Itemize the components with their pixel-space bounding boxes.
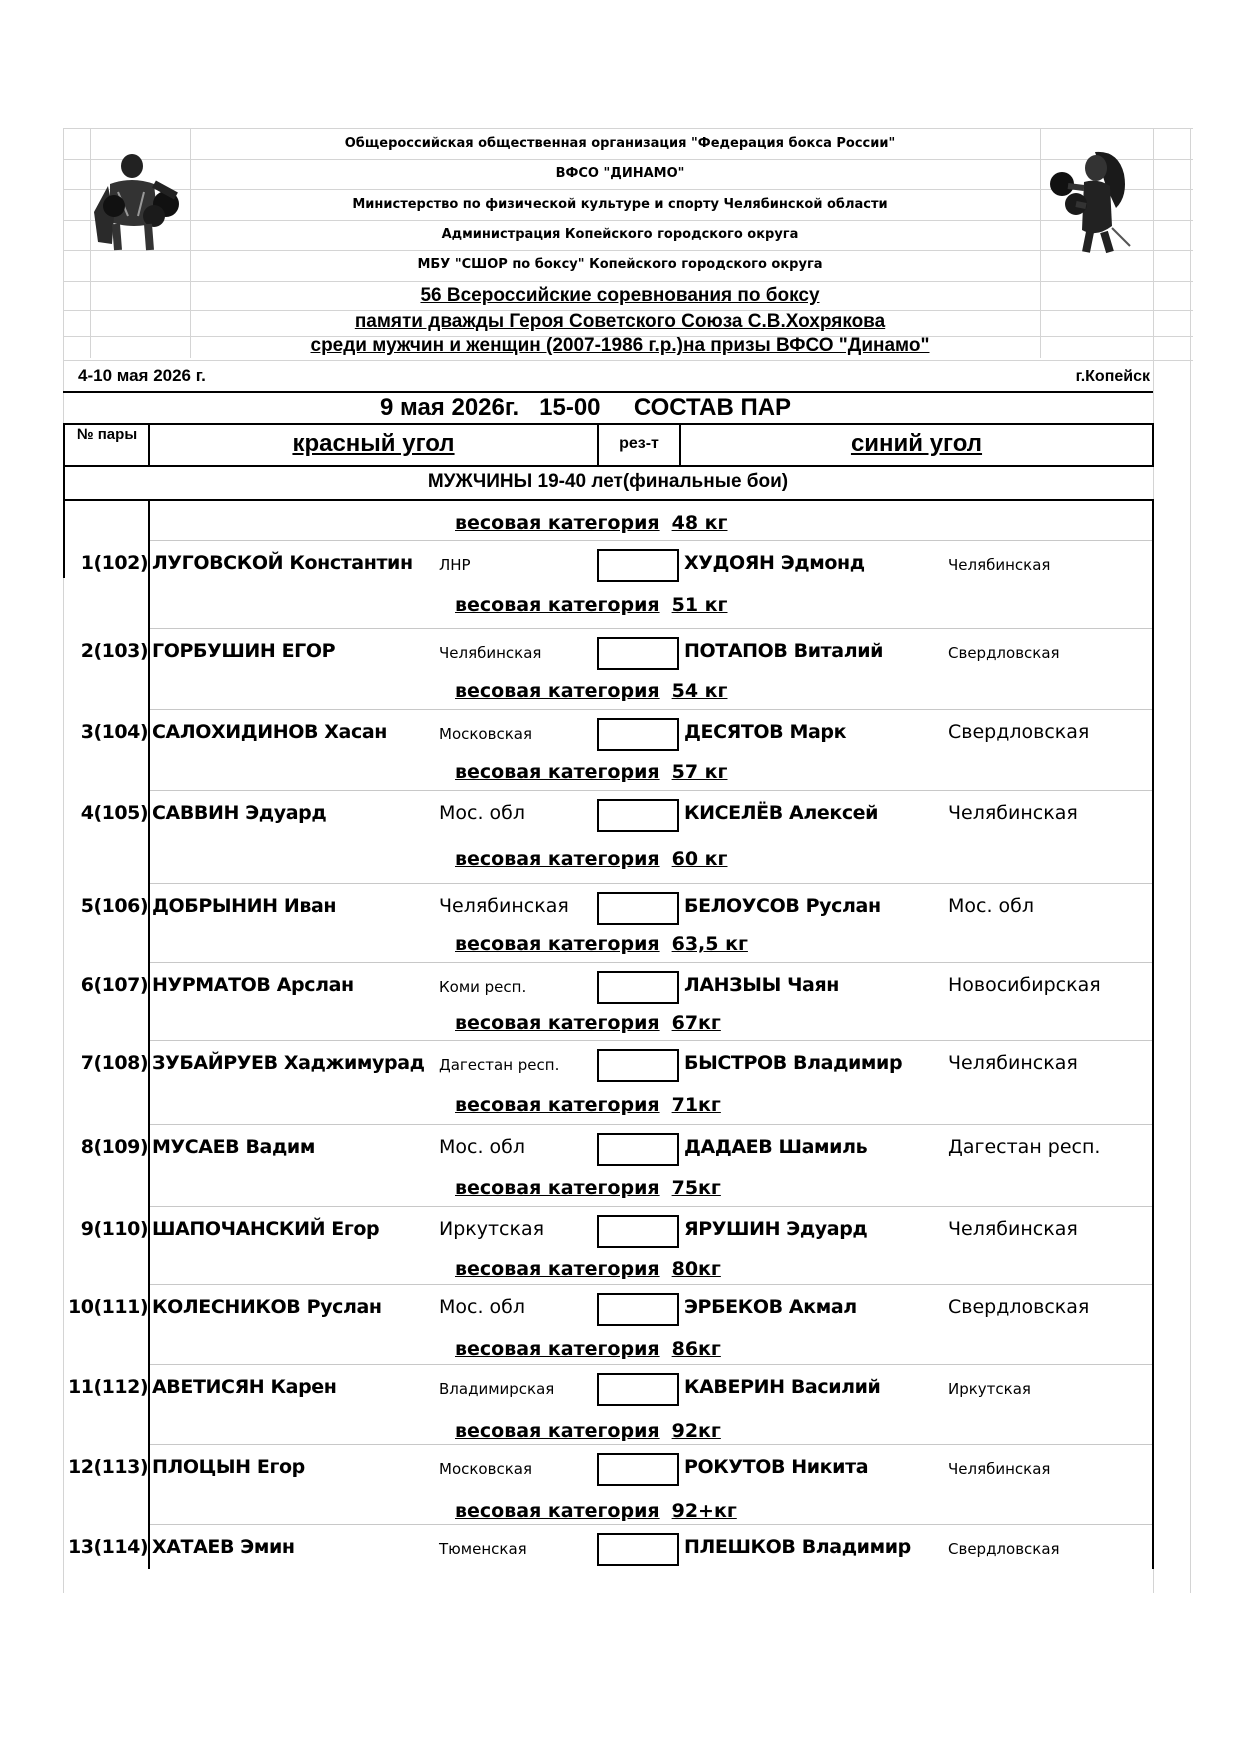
blue-corner-name: ПОТАПОВ Виталий bbox=[684, 640, 884, 662]
pair-number: 11(112) bbox=[68, 1376, 148, 1398]
blue-corner-name: ДЕСЯТОВ Марк bbox=[684, 721, 847, 743]
column-header-number: № пары bbox=[76, 426, 138, 443]
weight-category-value: 92+кг bbox=[671, 1500, 737, 1522]
red-corner-region: Мос. обл bbox=[439, 802, 526, 824]
red-corner-region: Московская bbox=[439, 1460, 532, 1478]
weight-category bbox=[455, 1338, 721, 1360]
weight-category-value: 48 кг bbox=[671, 512, 728, 534]
red-corner-name: ШАПОЧАНСКИЙ Егор bbox=[152, 1218, 380, 1240]
pair-number: 4(105) bbox=[80, 802, 148, 824]
column-header-red-corner: красный угол bbox=[292, 430, 455, 457]
blue-corner-region: Свердловская bbox=[948, 1296, 1090, 1318]
red-corner-region: ЛНР bbox=[439, 556, 471, 574]
weight-category bbox=[455, 1012, 721, 1034]
red-corner-region: Мос. обл bbox=[439, 1136, 526, 1158]
weight-category bbox=[455, 848, 727, 870]
red-corner-name: САВВИН Эдуард bbox=[152, 802, 327, 824]
column-header-blue-corner: синий угол bbox=[850, 430, 983, 457]
weight-category-label: весовая категория bbox=[455, 1338, 660, 1360]
red-corner-name: ЗУБАЙРУЕВ Хаджимурад bbox=[152, 1052, 425, 1074]
weight-category bbox=[455, 761, 727, 783]
org-header-1: Общероссийская общественная организация "Федерация бокса России" bbox=[344, 136, 896, 151]
column-header-result: рез-т bbox=[619, 435, 659, 452]
weight-category-label: весовая категория bbox=[455, 1420, 660, 1442]
org-header-4: Администрация Копейского городского округа bbox=[441, 227, 799, 242]
weight-category-label: весовая категория bbox=[455, 1177, 660, 1199]
result-input[interactable] bbox=[597, 1533, 679, 1566]
pair-number: 7(108) bbox=[80, 1052, 148, 1074]
weight-category bbox=[455, 680, 727, 702]
org-header-3: Министерство по физической культуре и спорту Челябинской области bbox=[352, 197, 888, 212]
weight-category-label: весовая категория bbox=[455, 933, 660, 955]
red-corner-region: Тюменская bbox=[439, 1540, 527, 1558]
header-divider bbox=[63, 391, 1153, 393]
blue-corner-name: КАВЕРИН Василий bbox=[684, 1376, 881, 1398]
red-corner-region: Московская bbox=[439, 725, 532, 743]
weight-category-value: 80кг bbox=[671, 1258, 721, 1280]
result-input[interactable] bbox=[597, 1373, 679, 1406]
weight-category-label: весовая категория bbox=[455, 1258, 660, 1280]
red-corner-name: АВЕТИСЯН Карен bbox=[152, 1376, 337, 1398]
blue-corner-region: Челябинская bbox=[948, 802, 1078, 824]
pair-number: 12(113) bbox=[68, 1456, 148, 1478]
red-corner-region: Челябинская bbox=[439, 895, 569, 917]
pair-number: 10(111) bbox=[68, 1296, 148, 1318]
result-input[interactable] bbox=[597, 549, 679, 582]
red-corner-name: МУСАЕВ Вадим bbox=[152, 1136, 315, 1158]
row-divider bbox=[150, 1040, 1152, 1041]
weight-category bbox=[455, 512, 727, 534]
pair-number: 1(102) bbox=[80, 552, 148, 574]
row-divider bbox=[150, 790, 1152, 791]
weight-category-value: 71кг bbox=[671, 1094, 721, 1116]
result-input[interactable] bbox=[597, 1453, 679, 1486]
weight-category-value: 63,5 кг bbox=[671, 933, 748, 955]
blue-corner-name: ПЛЕШКОВ Владимир bbox=[684, 1536, 911, 1558]
session-title: 9 мая 2026г. 15-00 СОСТАВ ПАР bbox=[380, 394, 792, 421]
result-input[interactable] bbox=[597, 799, 679, 832]
weight-category-label: весовая категория bbox=[455, 848, 660, 870]
weight-category-value: 86кг bbox=[671, 1338, 721, 1360]
blue-corner-name: ДАДАЕВ Шамиль bbox=[684, 1136, 868, 1158]
result-input[interactable] bbox=[597, 637, 679, 670]
competition-title-1: 56 Всероссийские соревнования по боксу bbox=[420, 285, 820, 306]
blue-corner-name: БЫСТРОВ Владимир bbox=[684, 1052, 903, 1074]
result-input[interactable] bbox=[597, 892, 679, 925]
blue-corner-name: РОКУТОВ Никита bbox=[684, 1456, 869, 1478]
weight-category-label: весовая категория bbox=[455, 1012, 660, 1034]
row-divider bbox=[150, 709, 1152, 710]
blue-corner-name: ЭРБЕКОВ Акмал bbox=[684, 1296, 857, 1318]
weight-category bbox=[455, 1420, 721, 1442]
weight-category bbox=[455, 1094, 721, 1116]
weight-category-label: весовая категория bbox=[455, 1500, 660, 1522]
blue-corner-name: ЛАНЗЫЫ Чаян bbox=[684, 974, 839, 996]
weight-category-label: весовая категория bbox=[455, 1094, 660, 1116]
red-corner-name: КОЛЕСНИКОВ Руслан bbox=[152, 1296, 382, 1318]
weight-category-value: 75кг bbox=[671, 1177, 721, 1199]
result-input[interactable] bbox=[597, 1049, 679, 1082]
weight-category bbox=[455, 1258, 721, 1280]
blue-corner-name: ХУДОЯН Эдмонд bbox=[684, 552, 865, 574]
result-input[interactable] bbox=[597, 971, 679, 1004]
weight-category-label: весовая категория bbox=[455, 512, 660, 534]
weight-category-value: 51 кг bbox=[671, 594, 728, 616]
red-corner-name: САЛОХИДИНОВ Хасан bbox=[152, 721, 387, 743]
pair-number: 6(107) bbox=[80, 974, 148, 996]
row-divider bbox=[150, 1284, 1152, 1285]
red-corner-region: Коми респ. bbox=[439, 978, 527, 996]
result-input[interactable] bbox=[597, 1133, 679, 1166]
row-divider bbox=[150, 1444, 1152, 1445]
blue-corner-region: Дагестан респ. bbox=[948, 1136, 1101, 1158]
weight-category-value: 60 кг bbox=[671, 848, 728, 870]
blue-corner-name: ЯРУШИН Эдуард bbox=[684, 1218, 868, 1240]
weight-category bbox=[455, 1500, 737, 1522]
competition-city: г.Копейск bbox=[1075, 368, 1150, 385]
red-corner-region: Владимирская bbox=[439, 1380, 555, 1398]
male-boxer-logo bbox=[88, 152, 198, 252]
pair-number: 9(110) bbox=[80, 1218, 148, 1240]
result-input[interactable] bbox=[597, 718, 679, 751]
blue-corner-region: Челябинская bbox=[948, 1218, 1078, 1240]
result-input[interactable] bbox=[597, 1215, 679, 1248]
female-boxer-logo bbox=[1040, 146, 1135, 254]
row-divider bbox=[150, 883, 1152, 884]
blue-corner-region: Челябинская bbox=[948, 1460, 1051, 1478]
red-corner-name: ХАТАЕВ Эмин bbox=[152, 1536, 295, 1558]
org-header-5: МБУ "СШОР по боксу" Копейского городского округа bbox=[417, 257, 823, 272]
red-corner-region: Иркутская bbox=[439, 1218, 545, 1240]
weight-category-value: 92кг bbox=[671, 1420, 721, 1442]
red-corner-region: Дагестан респ. bbox=[439, 1056, 560, 1074]
weight-category bbox=[455, 1177, 721, 1199]
blue-corner-region: Мос. обл bbox=[948, 895, 1035, 917]
red-corner-name: ДОБРЫНИН Иван bbox=[152, 895, 337, 917]
pair-number: 8(109) bbox=[80, 1136, 148, 1158]
competition-title-2: памяти дважды Героя Советского Союза С.В.Хохрякова bbox=[354, 311, 886, 332]
red-corner-name: ЛУГОВСКОЙ Константин bbox=[152, 552, 413, 574]
weight-category-value: 57 кг bbox=[671, 761, 728, 783]
red-corner-name: НУРМАТОВ Арслан bbox=[152, 974, 354, 996]
pair-number: 2(103) bbox=[80, 640, 148, 662]
weight-category-value: 67кг bbox=[671, 1012, 721, 1034]
competition-dates: 4-10 мая 2026 г. bbox=[78, 366, 206, 385]
row-divider bbox=[150, 1364, 1152, 1365]
blue-corner-region: Свердловская bbox=[948, 1540, 1060, 1558]
row-divider bbox=[150, 1524, 1152, 1525]
competition-title-3: среди мужчин и женщин (2007-1986 г.р.)на призы ВФСО "Динамо" bbox=[310, 335, 930, 356]
blue-corner-name: КИСЕЛЁВ Алексей bbox=[684, 802, 879, 824]
row-divider bbox=[150, 540, 1152, 541]
pair-number: 13(114) bbox=[68, 1536, 148, 1558]
row-divider bbox=[150, 1206, 1152, 1207]
blue-corner-region: Челябинская bbox=[948, 556, 1051, 574]
weight-category-value: 54 кг bbox=[671, 680, 728, 702]
red-corner-region: Мос. обл bbox=[439, 1296, 526, 1318]
weight-category bbox=[455, 594, 727, 616]
weight-category-label: весовая категория bbox=[455, 680, 660, 702]
blue-corner-region: Челябинская bbox=[948, 1052, 1078, 1074]
blue-corner-region: Новосибирская bbox=[948, 974, 1101, 996]
pair-number: 3(104) bbox=[80, 721, 148, 743]
weight-category bbox=[455, 933, 748, 955]
weight-category-label: весовая категория bbox=[455, 761, 660, 783]
section-title: МУЖЧИНЫ 19-40 лет(финальные бои) bbox=[427, 471, 789, 492]
row-divider bbox=[150, 962, 1152, 963]
pair-number: 5(106) bbox=[80, 895, 148, 917]
row-divider bbox=[150, 628, 1152, 629]
org-header-2: ВФСО "ДИНАМО" bbox=[555, 166, 685, 181]
red-corner-region: Челябинская bbox=[439, 644, 542, 662]
weight-category-label: весовая категория bbox=[455, 594, 660, 616]
red-corner-name: ГОРБУШИН ЕГОР bbox=[152, 640, 336, 662]
blue-corner-region: Свердловская bbox=[948, 644, 1060, 662]
row-divider bbox=[150, 1124, 1152, 1125]
result-input[interactable] bbox=[597, 1293, 679, 1326]
blue-corner-region: Свердловская bbox=[948, 721, 1090, 743]
blue-corner-region: Иркутская bbox=[948, 1380, 1031, 1398]
red-corner-name: ПЛОЦЫН Егор bbox=[152, 1456, 305, 1478]
blue-corner-name: БЕЛОУСОВ Руслан bbox=[684, 895, 881, 917]
